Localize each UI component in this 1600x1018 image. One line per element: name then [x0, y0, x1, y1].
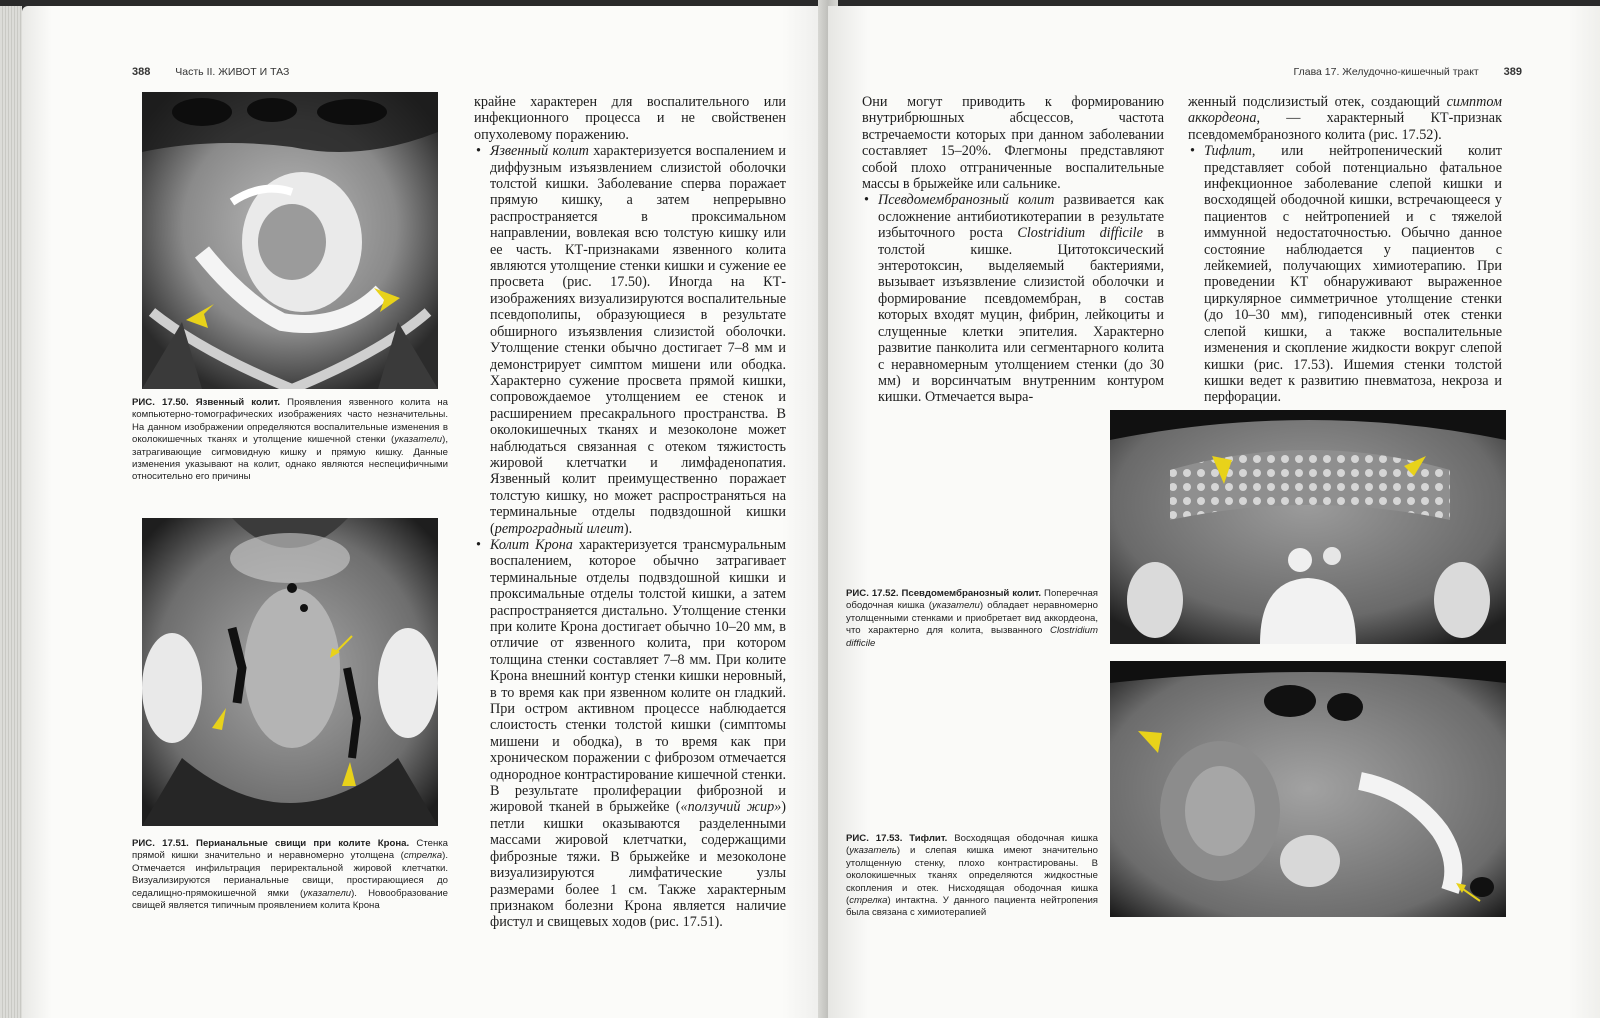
bullet-typhlitis: [1188, 143, 1502, 406]
term: ретроградный илеит: [494, 520, 624, 537]
left-page: [22, 6, 828, 1018]
caption-label: РИС. 17.53. Тифлит.: [846, 833, 948, 844]
term: Колит Крона: [490, 536, 573, 553]
ct-scan-abdomen-typhlitis: [1110, 661, 1506, 917]
caption-text: ). Отмечается инфильтрация периректальной жировой клетчатки. Визуализируются перианальные свищи, простирающиеся до седалищно-прямокишечной ямки (: [132, 850, 448, 899]
bullet-text: развивается как осложнение антибиотикотерапии в результате избыточного роста: [878, 192, 1164, 242]
term: Тифлит: [1204, 143, 1252, 160]
page-number-left: 388: [132, 66, 151, 78]
ct-scan-perineum: [142, 518, 438, 826]
caption-text: Проявления язвенного колита на компьютерно-томографических изображениях часто незначительны. На данном изображении определяются воспалительные изменения в околокишечных тканях и утолщение кишечной стенки (: [132, 397, 448, 446]
bullet-text: характеризуется воспалением и диффузным изъязвлением слизистой оболочки толстой кишки. Заболевание сперва поражает прямую кишку, а затем непрерывно распространяется в проксимальном направлении, вовлекая всю толстую кишку или ее часть. КТ-признаками язвенного колита являются утолщение стенки кишки и сужение ее просвета (рис. 17.50). Иногда на КТ-изображениях визуализируются воспалительные псевдополипы, образующиеся в результате обширного изъязвления слизистой оболочки. Утолщение стенки обычно достигает 7–8 мм и демонстрирует симптом мишени или ободка. Характерно сужение просвета прямой кишки, сопровождаемое утолщением ее стенок и расширением пресакрального пространства. В околокишечных тканях и мезоколоне может наблюдаться связанная с отеком тяжистость жировой клетчатки и лимфаденопатия. Язвенный колит преимущественно поражает толстую кишку, но может распространяться на терминальные отделы подвздошной кишки (: [490, 143, 786, 537]
caption-label: РИС. 17.52. Псевдомембранозный колит.: [846, 588, 1042, 599]
caption-text: Восходящая ободочная кишка (: [846, 833, 1099, 857]
ct-scan-abdomen-accordion: [1110, 410, 1506, 644]
right-page: [828, 6, 1600, 1018]
paragraph-text: , — характерный КТ-признак псевдомембранозного колита (рис. 17.52).: [1188, 110, 1502, 143]
caption-text: ) интактна. У данного пациента нейтропения была связана с химиотерапией: [846, 895, 1098, 919]
left-header: [132, 66, 289, 78]
caption-text: ) обладает неравномерно утолщенными стенками и приобретает вид аккордеона, что характерно для колита, вызванного: [846, 600, 1099, 637]
caption-17-53: [846, 833, 1098, 920]
caption-italic: указатель: [849, 845, 897, 857]
caption-17-52: [846, 588, 1098, 650]
bullet-text: ).: [623, 520, 633, 537]
term: Псевдомембранозный колит: [878, 192, 1055, 209]
bullet-pseudomembranous-colitis: [862, 192, 1164, 405]
running-head-left: Часть II. ЖИВОТ И ТАЗ: [175, 66, 290, 78]
paragraph: крайне характерен для воспалительного или инфекционного процесса и не свойственен опухолевому поражению.: [474, 94, 786, 143]
caption-label: РИС. 17.51. Перианальные свищи при колите Крона.: [132, 838, 410, 849]
caption-text: Стенка прямой кишки значительно и неравномерно утолщена (: [132, 838, 448, 862]
caption-italic: стрелка: [849, 895, 888, 907]
term: Clostridium difficile: [1017, 225, 1143, 242]
figure-17-51-ct-image: [142, 518, 438, 826]
bullet-text: , или нейтропенический колит представляет собой потенциально фатальное инфекционное заболевание слепой кишки и восходящей ободочной кишки, встречающееся у пациентов с нейтропенией и с тяжелой иммунной недостаточностью. Обычно данное состояние наблюдается у пациентов с лейкемией, получающих химиотерапию. При проведении КТ обнаруживают выраженное циркулярное симметричное утолщение стенки (до 10–30 мм), гиподенсивный отек стенки слепой кишки, а также воспалительные изменения и скопление жидкости вокруг слепой кишки (рис. 17.53). Ишемия стенки толстой кишки ведет к развитию пневматоза, некроза и перфорации.: [1204, 143, 1502, 406]
figure-17-52-ct-image: [1110, 410, 1506, 644]
paragraph: Они могут приводить к формированию внутрибрюшных абсцессов, частота встречаемости которых при данном заболевании составляет 15–20%. Флегмоны представляют собой плохо отграниченные воспалительные массы в брыжейке или сальнике.: [862, 94, 1164, 193]
page-edges: [0, 6, 22, 1018]
bullet-ulcerative-colitis: [474, 143, 786, 537]
left-text-column: [474, 94, 786, 931]
caption-17-50: [132, 397, 448, 484]
caption-italic: указатели: [303, 887, 352, 899]
right-header: [1294, 66, 1522, 78]
right-text-column-1: [862, 94, 1164, 406]
caption-italic: Clostridium difficile: [846, 625, 1098, 649]
bullet-crohn-colitis: [474, 537, 786, 931]
term: Язвенный колит: [490, 143, 589, 160]
caption-label: РИС. 17.50. Язвенный колит.: [132, 397, 281, 408]
paragraph: [1188, 94, 1502, 143]
bullet-text: ) петли кишки оказываются разделенными массами жировой клетчатки, содержащими фиброзные тяжи. В брыжейке и мезоколоне визуализируются лимфатические узлы размерами более 1 см. Также характерным признаком болезни Крона является наличие фистул и свищевых ходов (рис. 17.51).: [490, 799, 786, 931]
figure-17-53-ct-image: [1110, 661, 1506, 917]
caption-text: ). Новообразование свищей является типичным проявлением колита Крона: [132, 887, 449, 912]
page-number-right: 389: [1503, 66, 1522, 78]
term: симптом аккордеона: [1188, 94, 1502, 127]
term: «ползучий жир»: [680, 799, 782, 816]
caption-italic: стрелка: [403, 850, 443, 862]
caption-italic: указатели: [932, 600, 980, 612]
caption-italic: указатели: [394, 434, 443, 446]
caption-text: Поперечная ободочная кишка (: [846, 588, 1098, 612]
bullet-text: характеризуется трансмуральным воспалением, которое обычно затрагивает терминальные отделы подвздошной кишки и проксимальные отделы толстой кишки, а затем распространяется дистально. Утолщение стенки при колите Крона достигает обычно 10–20 мм, в отличие от язвенного колита, при котором толщина стенки составляет 7–8 мм. При колите Крона внешний контур стенки кишки неровный, в то время как при язвенном колите он гладкий. При остром активном процессе наблюдается слоистость стенки толстой кишки (симптомы мишени и ободка), в то время как при хроническом поражении с фиброзом отмечается однородное контрастирование кишечной стенки. В результате пролиферации фиброзной и жировой тканей в брыжейке (: [490, 536, 787, 816]
paragraph-text: женный подслизистый отек, создающий: [1188, 94, 1447, 110]
caption-text: ) и слепая кишка имеют значительно утолщенную стенку, плохо контрастированы. В околокишечных тканях определяются жидкостные скопления и отек. Нисходящая ободочная кишка (: [846, 845, 1098, 907]
ct-scan-pelvis: [142, 92, 438, 389]
running-head-right: Глава 17. Желудочно-кишечный тракт: [1293, 66, 1479, 78]
right-text-column-2: [1188, 94, 1502, 406]
figure-17-50-ct-image: [142, 92, 438, 389]
caption-17-51: [132, 838, 448, 912]
caption-text: ), затрагивающие сигмовидную кишку и прямую кишку. Данные изменения указывают на колит, однако являются неспецифичными относительно его причины: [132, 434, 448, 483]
bullet-text: в толстой кишке. Цитотоксический энтеротоксин, выделяемый бактериями, вызывает изъязвление слизистой оболочки и формирование псевдомембран, в состав которых входят муцин, фибрин, лейкоциты и слущенные клетки эпителия. Характерно развитие панколита или сегментарного колита с неравномерным утолщением стенки (до 30 мм) и ворсинчатым внутренним контуром кишки. Отмечается выра-: [878, 225, 1165, 406]
